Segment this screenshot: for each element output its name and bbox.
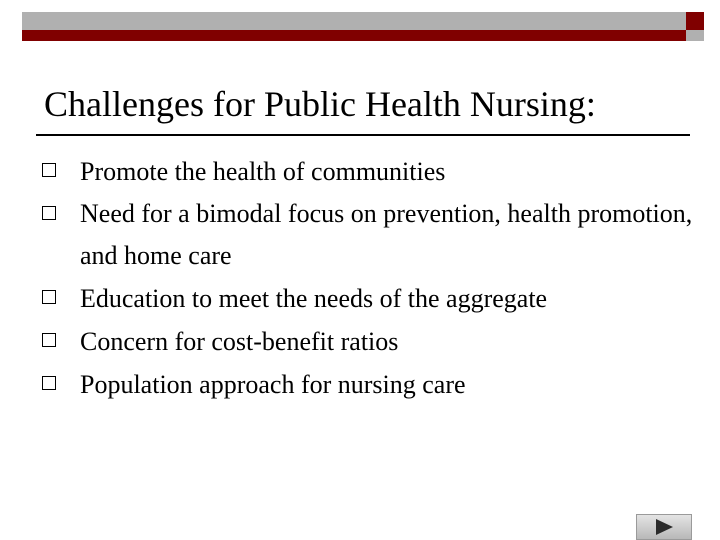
bullet-item [36, 277, 696, 320]
bullet-item [36, 193, 696, 277]
bullet-text: Education to meet the needs of the aggregate [80, 284, 548, 313]
bullet-item [36, 363, 696, 406]
bullet-text: Need for a bimodal focus on prevention, health promotion, and home care [80, 199, 693, 270]
header-band-gray [22, 12, 686, 30]
bullet-item [36, 150, 696, 193]
next-slide-button[interactable] [636, 514, 692, 540]
title-divider [36, 134, 690, 136]
bullet-text: Population approach for nursing care [80, 370, 466, 399]
header-band-red [22, 30, 686, 41]
bullet-text: Concern for cost-benefit ratios [80, 327, 399, 356]
hollow-square-icon [42, 206, 56, 220]
play-right-icon [653, 518, 675, 536]
hollow-square-icon [42, 376, 56, 390]
header-corner-square [686, 12, 704, 30]
slide-title: Challenges for Public Health Nursing: [44, 84, 596, 124]
header-corner-square-lower [686, 30, 704, 41]
hollow-square-icon [42, 333, 56, 347]
bullet-list [36, 150, 696, 406]
hollow-square-icon [42, 163, 56, 177]
hollow-square-icon [42, 290, 56, 304]
bullet-text: Promote the health of communities [80, 157, 446, 186]
bullet-item [36, 320, 696, 363]
